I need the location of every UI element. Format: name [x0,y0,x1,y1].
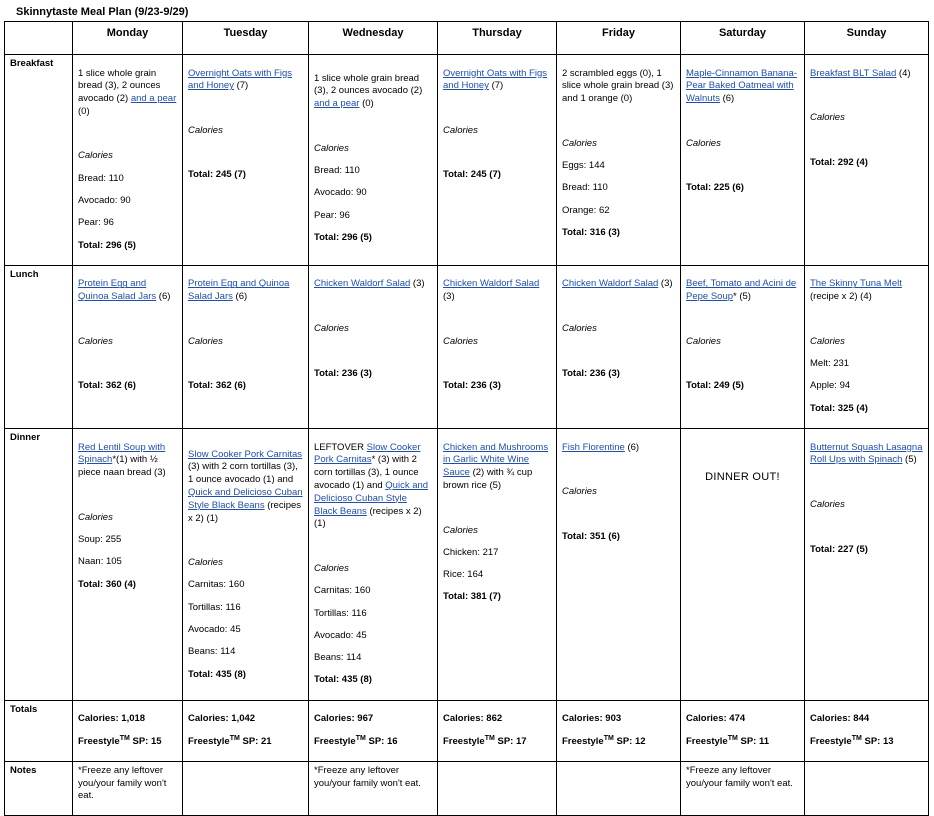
notes-saturday: *Freeze any leftover you/your family won't eat. [681,761,805,815]
breakfast-friday [557,55,681,266]
calories-heading: Calories [810,498,845,510]
meal-total: Total: 435 (8) [188,668,246,680]
total-smartpoints: Freestyle™ SP: 17 [443,734,527,747]
recipe-link[interactable]: and a pear [314,98,360,110]
notes-tuesday [183,761,309,815]
meal-total: Total: 249 (5) [686,380,744,392]
recipe-link[interactable]: Breakfast BLT Salad [810,67,897,79]
meal-total: Total: 296 (5) [78,239,136,251]
dinner-friday: Fish Florentine (6) Calories Total: 351 (6) [557,429,681,701]
notes-wednesday: *Freeze any leftover you/your family won't eat. [309,761,438,815]
lunch-row [5,265,929,428]
total-calories: Calories: 1,042 [188,713,256,725]
calorie-line: Naan: 105 [78,556,122,568]
total-smartpoints: Freestyle™ SP: 21 [188,734,272,747]
calories-heading: Calories [314,562,349,574]
totals-row [5,700,929,761]
calorie-line: Beans: 114 [314,652,362,664]
meal-total: Total: 351 (6) [562,530,620,542]
meal-total: Total: 316 (3) [562,226,620,238]
total-smartpoints: Freestyle™ SP: 11 [686,734,770,747]
total-smartpoints: Freestyle™ SP: 16 [314,734,398,747]
meal-total: Total: 381 (7) [443,591,501,603]
lunch-wednesday: Chicken Waldorf Salad (3) Calories Total: 236 (3) [309,265,438,428]
calories-heading: Calories [188,124,223,136]
dinner-saturday [681,429,805,701]
totals-sunday [805,700,929,761]
totals-wednesday [309,700,438,761]
calorie-line: Bread: 110 [78,172,124,184]
meal-total: Total: 360 (4) [78,578,136,590]
meal-total: Total: 236 (3) [443,380,501,392]
meal-total: Total: 245 (7) [188,169,246,181]
row-label-lunch: Lunch [5,265,73,428]
page-title: Skinnytaste Meal Plan (9/23-9/29) [16,6,189,18]
recipe-link[interactable]: Fish Florentine [562,441,625,453]
calorie-line: Tortillas: 116 [314,607,367,619]
totals-tuesday [183,700,309,761]
day-header-friday: Friday [557,22,681,55]
recipe-link[interactable]: Red Lentil Soup with Spinach [78,441,166,466]
notes-monday: *Freeze any leftover you/your family won't eat. [73,761,183,815]
row-label-breakfast: Breakfast [5,55,73,266]
calorie-line: Pear: 96 [78,217,114,229]
recipe-link[interactable]: Slow Cooker Pork Carnitas [188,448,303,460]
recipe-link[interactable]: Overnight Oats with Figs and Honey [188,67,293,92]
breakfast-saturday: Maple-Cinnamon Banana-Pear Baked Oatmeal with Walnuts (6) Calories Total: 225 (6) [681,55,805,266]
dinner-sunday: Butternut Squash Lasagna Roll Ups with Spinach (5) Calories Total: 227 (5) [805,429,929,701]
total-smartpoints: Freestyle™ SP: 15 [78,734,162,747]
recipe-link[interactable]: Chicken Waldorf Salad [314,278,411,290]
recipe-link[interactable]: Chicken and Mushrooms in Garlic White Wine Sauce [443,441,549,479]
calories-heading: Calories [443,335,478,347]
row-label-notes: Notes [5,761,73,815]
total-calories: Calories: 844 [810,713,870,725]
calories-heading: Calories [78,335,113,347]
day-header-monday: Monday [73,22,183,55]
meal-total: Total: 435 (8) [314,674,372,686]
recipe-link[interactable]: and a pear [130,93,177,105]
row-label-totals: Totals [5,700,73,761]
recipe-link[interactable]: Protein Egg and Quinoa Salad Jars [188,278,290,303]
meal-description: 1 slice whole grain bread (3), 2 ounces avocado (2) and a pear (0) [314,72,423,110]
lunch-friday: Chicken Waldorf Salad (3) Calories Total: 236 (3) [557,265,681,428]
lunch-sunday: The Skinny Tuna Melt (recipe x 2) (4) Calories Melt: 231 Apple: 94 Total: 325 (4) [805,265,929,428]
day-header-wednesday: Wednesday [309,22,438,55]
notes-thursday [438,761,557,815]
meal-total: Total: 236 (3) [562,367,620,379]
calorie-line: Carnitas: 160 [314,585,371,597]
dinner-out-note: DINNER OUT! [705,470,780,483]
calorie-line: Bread: 110 [562,182,608,194]
recipe-link[interactable]: The Skinny Tuna Melt [810,278,902,290]
recipe-link[interactable]: Protein Egg and Quinoa Salad Jars [78,278,157,303]
notes-row [5,761,929,815]
calorie-line: Soup: 255 [78,534,122,546]
dinner-row [5,429,929,701]
meal-plan-table [4,21,929,816]
day-header-tuesday: Tuesday [183,22,309,55]
breakfast-monday [73,55,183,266]
dinner-wednesday: LEFTOVER Slow Cooker Pork Carnitas* (3) with 2 corn tortillas (3), 1 ounce avocado (1) and Quick and Delicioso Cuban Style Black Beans (recipes x 2) (1) Calories Carnitas: 160 Tortillas: 116 Avocado: 45 Beans: 114 Total: 435 (8) [309,429,438,701]
lunch-tuesday: Protein Egg and Quinoa Salad Jars (6) Calories Total: 362 (6) [183,265,309,428]
calorie-line: Avocado: 90 [78,195,131,207]
recipe-link[interactable]: Quick and Delicioso Cuban Style Black Beans [188,486,303,511]
meal-description: 2 scrambled eggs (0), 1 slice whole grain bread (3) and 1 orange (0) [562,67,674,105]
row-label-dinner: Dinner [5,429,73,701]
meal-total: Total: 227 (5) [810,543,868,555]
meal-total: Total: 225 (6) [686,182,744,194]
breakfast-row [5,55,929,266]
header-row [5,22,929,55]
calorie-line: Rice: 164 [443,569,484,581]
calorie-line: Chicken: 217 [443,546,499,558]
totals-saturday [681,700,805,761]
meal-total: Total: 325 (4) [810,402,868,414]
calories-heading: Calories [562,323,597,335]
calories-heading: Calories [314,323,349,335]
recipe-link[interactable]: Slow Cooker Pork Carnitas [314,441,421,466]
lunch-monday: Protein Egg and Quinoa Salad Jars (6) Calories Total: 362 (6) [73,265,183,428]
calories-heading: Calories [562,486,597,498]
meal-total: Total: 292 (4) [810,156,868,168]
dinner-thursday: Chicken and Mushrooms in Garlic White Wine Sauce (2) with ¾ cup brown rice (5) Calories Chicken: 217 Rice: 164 Total: 381 (7) [438,429,557,701]
recipe-link[interactable]: Butternut Squash Lasagna Roll Ups with Spinach [810,441,923,466]
recipe-link[interactable]: Quick and Delicioso Cuban Style Black Beans [314,479,429,517]
corner-cell [5,22,73,55]
calories-heading: Calories [188,335,223,347]
notes-sunday [805,761,929,815]
calories-heading: Calories [810,335,845,347]
breakfast-tuesday: Overnight Oats with Figs and Honey (7) Calories Total: 245 (7) [183,55,309,266]
day-header-saturday: Saturday [681,22,805,55]
total-calories: Calories: 474 [686,713,746,725]
breakfast-sunday: Breakfast BLT Salad (4) Calories Total: 292 (4) [805,55,929,266]
calorie-line: Avocado: 45 [188,624,241,636]
totals-monday [73,700,183,761]
calorie-line: Pear: 96 [314,209,350,221]
calorie-line: Carnitas: 160 [188,579,245,591]
recipe-link[interactable]: Overnight Oats with Figs and Honey [443,67,548,92]
recipe-link[interactable]: Chicken Waldorf Salad [562,278,659,290]
totals-friday [557,700,681,761]
lunch-thursday: Chicken Waldorf Salad (3) Calories Total: 236 (3) [438,265,557,428]
dinner-tuesday: Slow Cooker Pork Carnitas (3) with 2 corn tortillas (3), 1 ounce avocado (1) and Quick and Delicioso Cuban Style Black Beans (recipes x 2) (1) Calories Carnitas: 160 Tortillas: 116 Avocado: 45 Beans: 114 Total: 435 (8) [183,429,309,701]
recipe-link[interactable]: Maple-Cinnamon Banana-Pear Baked Oatmeal with Walnuts [686,67,797,105]
calorie-line: Avocado: 45 [314,629,367,641]
calories-heading: Calories [443,124,478,136]
calories-heading: Calories [78,511,113,523]
breakfast-wednesday [309,55,438,266]
calorie-line: Bread: 110 [314,164,360,176]
calorie-line: Beans: 114 [188,646,236,658]
total-calories: Calories: 1,018 [78,713,146,725]
day-header-thursday: Thursday [438,22,557,55]
totals-thursday [438,700,557,761]
calorie-line: Orange: 62 [562,204,610,216]
calories-heading: Calories [562,137,597,149]
calories-heading: Calories [686,137,721,149]
breakfast-thursday: Overnight Oats with Figs and Honey (7) Calories Total: 245 (7) [438,55,557,266]
meal-total: Total: 362 (6) [78,380,136,392]
calorie-line: Apple: 94 [810,380,851,392]
total-calories: Calories: 967 [314,713,374,725]
calories-heading: Calories [188,557,223,569]
calorie-line: Avocado: 90 [314,187,367,199]
meal-total: Total: 362 (6) [188,380,246,392]
meal-total: Total: 245 (7) [443,169,501,181]
calorie-line: Tortillas: 116 [188,601,241,613]
recipe-link[interactable]: Chicken Waldorf Salad [443,278,540,290]
total-smartpoints: Freestyle™ SP: 13 [810,734,894,747]
calories-heading: Calories [78,150,113,162]
total-smartpoints: Freestyle™ SP: 12 [562,734,646,747]
meal-total: Total: 296 (5) [314,231,372,243]
calories-heading: Calories [686,335,721,347]
dinner-monday: Red Lentil Soup with Spinach*(1) with ½ piece naan bread (3) Calories Soup: 255 Naan: 105 Total: 360 (4) [73,429,183,701]
calorie-line: Eggs: 144 [562,159,605,171]
calorie-line: Melt: 231 [810,358,850,370]
calories-heading: Calories [443,524,478,536]
total-calories: Calories: 903 [562,713,622,725]
calories-heading: Calories [810,112,845,124]
calories-heading: Calories [314,142,349,154]
total-calories: Calories: 862 [443,713,503,725]
lunch-saturday: Beef, Tomato and Acini de Pepe Soup* (5) Calories Total: 249 (5) [681,265,805,428]
meal-description: 1 slice whole grain bread (3), 2 ounces avocado (2) and a pear (0) [78,67,177,117]
notes-friday [557,761,681,815]
day-header-sunday: Sunday [805,22,929,55]
meal-total: Total: 236 (3) [314,367,372,379]
recipe-link[interactable]: Beef, Tomato and Acini de Pepe Soup [686,278,797,303]
